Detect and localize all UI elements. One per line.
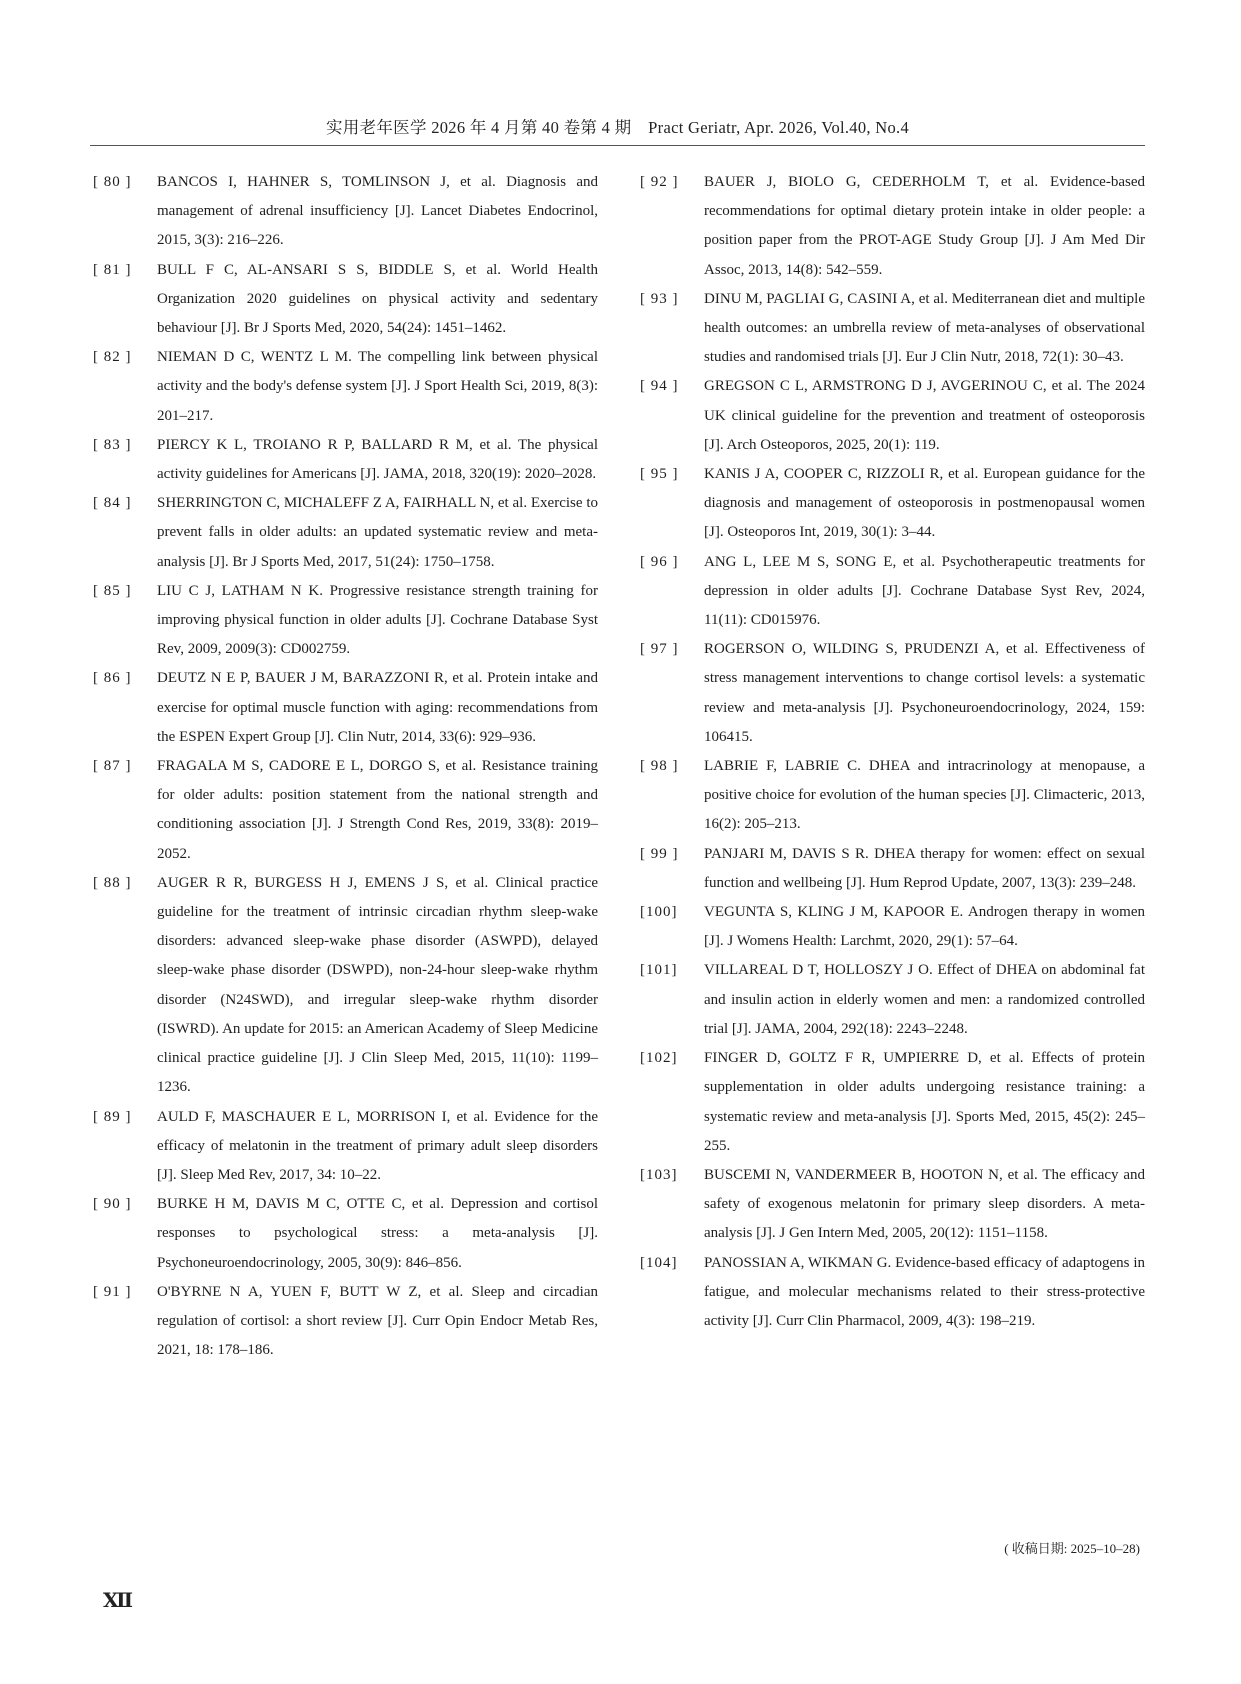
- reference-number: [ 83 ]: [93, 436, 132, 453]
- reference-number: [ 80 ]: [93, 174, 132, 190]
- reference-text: ROGERSON O, WILDING S, PRUDENZI A, et al. Effectiveness of stress management interventions to change cortisol levels: a systematic review and meta-analysis [J]. Psychoneuroendocrinology, 2024, 159: 106415.: [704, 641, 1145, 745]
- reference-text: FRAGALA M S, CADORE E L, DORGO S, et al. Resistance training for older adults: position statement from the national strength and conditioning association [J]. J Strength Cond Res, 2019, 33(8): 2019–2052.: [157, 758, 598, 862]
- reference-entry: [640, 752, 1145, 840]
- reference-text: VILLAREAL D T, HOLLOSZY J O. Effect of DHEA on abdominal fat and insulin action in elderly women and men: a randomized controlled trial [J]. JAMA, 2004, 292(18): 2243–2248.: [704, 962, 1145, 1037]
- reference-number: [103]: [640, 1166, 678, 1183]
- reference-number: [102]: [640, 1050, 678, 1067]
- reference-number: [ 82 ]: [93, 349, 132, 366]
- reference-text: GREGSON C L, ARMSTRONG D J, AVGERINOU C, et al. The 2024 UK clinical guideline for the prevention and treatment of osteoporosis [J]. Arch Osteoporos, 2025, 20(1): 119.: [704, 378, 1145, 453]
- reference-text: BULL F C, AL-ANSARI S S, BIDDLE S, et al. World Health Organization 2020 guidelines on physical activity and sedentary behaviour [J]. Br J Sports Med, 2020, 54(24): 1451–1462.: [157, 261, 598, 337]
- reference-number: [101]: [640, 962, 678, 979]
- reference-entry: [640, 635, 1145, 752]
- reference-entry: [93, 489, 598, 577]
- reference-entry: [640, 372, 1145, 460]
- reference-number: [ 97 ]: [640, 641, 679, 658]
- reference-entry: [93, 1190, 598, 1278]
- reference-number: [ 95 ]: [640, 466, 679, 483]
- reference-text: AUGER R R, BURGESS H J, EMENS J S, et al. Clinical practice guideline for the treatment of intrinsic circadian rhythm sleep-wake disorders: advanced sleep-wake phase disorder (ASWPD), delayed sleep-wake phase disorder (DSWPD), non-24-hour sleep-wake rhythm disorder (N24SWD), and irregular sleep-wake rhythm disorder (ISWRD). An update for 2015: an American Academy of Sleep Medicine clinical practice guideline [J]. J Clin Sleep Med, 2015, 11(10): 1199–1236.: [157, 874, 598, 1096]
- reference-text: FINGER D, GOLTZ F R, UMPIERRE D, et al. Effects of protein supplementation in older adults undergoing resistance training: a systematic review and meta-analysis [J]. Sports Med, 2015, 45(2): 245–255.: [704, 1050, 1145, 1154]
- reference-number: [ 99 ]: [640, 845, 679, 862]
- reference-number: [ 88 ]: [93, 874, 132, 891]
- reference-text: AULD F, MASCHAUER E L, MORRISON I, et al. Evidence for the efficacy of melatonin in the treatment of primary adult sleep disorders [J]. Sleep Med Rev, 2017, 34: 10–22.: [157, 1108, 598, 1183]
- reference-entry: [640, 1161, 1145, 1249]
- references-right-column: [640, 168, 1145, 1336]
- references-left-column: [93, 168, 598, 1365]
- reference-text: NIEMAN D C, WENTZ L M. The compelling link between physical activity and the body's defense system [J]. J Sport Health Sci, 2019, 8(3): 201–217.: [157, 349, 598, 424]
- reference-number: [ 84 ]: [93, 495, 132, 512]
- reference-entry: [640, 840, 1145, 898]
- reference-text: ANG L, LEE M S, SONG E, et al. Psychotherapeutic treatments for depression in older adults [J]. Cochrane Database Syst Rev, 2024, 11(11): CD015976.: [704, 553, 1145, 629]
- reference-text: BUSCEMI N, VANDERMEER B, HOOTON N, et al. The efficacy and safety of exogenous melatonin for primary sleep disorders. A meta-analysis [J]. J Gen Intern Med, 2005, 20(12): 1151–1158.: [704, 1166, 1145, 1242]
- reference-text: PANOSSIAN A, WIKMAN G. Evidence-based efficacy of adaptogens in fatigue, and molecular mechanisms related to their stress-protective activity [J]. Curr Clin Pharmacol, 2009, 4(3): 198–219.: [704, 1254, 1145, 1329]
- reference-entry: [93, 256, 598, 344]
- reference-entry: [640, 168, 1145, 285]
- reference-entry: [93, 1103, 598, 1191]
- reference-text: DEUTZ N E P, BAUER J M, BARAZZONI R, et al. Protein intake and exercise for optimal muscle function with aging: recommendations from the ESPEN Expert Group [J]. Clin Nutr, 2014, 33(6): 929–936.: [157, 670, 598, 745]
- reference-number: [ 90 ]: [93, 1196, 132, 1213]
- running-header: 实用老年医学 2026 年 4 月第 40 卷第 4 期 Pract Geriatr, Apr. 2026, Vol.40, No.4: [325, 118, 910, 137]
- reference-entry: [93, 664, 598, 752]
- reference-entry: [640, 285, 1145, 373]
- reference-text: VEGUNTA S, KLING J M, KAPOOR E. Androgen therapy in women [J]. J Womens Health: Larchmt, 2020, 29(1): 57–64.: [704, 904, 1145, 950]
- reference-number: [ 86 ]: [93, 670, 132, 687]
- page-number: Ⅻ: [103, 1590, 133, 1612]
- reference-number: [ 98 ]: [640, 758, 679, 775]
- reference-text: O'BYRNE N A, YUEN F, BUTT W Z, et al. Sleep and circadian regulation of cortisol: a short review [J]. Curr Opin Endocr Metab Res, 2021, 18: 178–186.: [157, 1283, 598, 1359]
- reference-entry: [640, 548, 1145, 636]
- reference-text: BANCOS I, HAHNER S, TOMLINSON J, et al. Diagnosis and management of adrenal insufficiency [J]. Lancet Diabetes Endocrinol, 2015, 3(3): 216–226.: [157, 174, 598, 249]
- header-rule: [90, 145, 1145, 146]
- reference-entry: [640, 460, 1145, 548]
- reference-number: [ 93 ]: [640, 290, 679, 307]
- reference-number: [ 92 ]: [640, 174, 679, 190]
- reference-entry: [640, 898, 1145, 956]
- reference-text: PANJARI M, DAVIS S R. DHEA therapy for women: effect on sexual function and wellbeing [J]. Hum Reprod Update, 2007, 13(3): 239–248.: [704, 845, 1145, 891]
- reference-text: PIERCY K L, TROIANO R P, BALLARD R M, et al. The physical activity guidelines for Americans [J]. JAMA, 2018, 320(19): 2020–2028.: [157, 436, 598, 483]
- reference-number: [104]: [640, 1254, 678, 1271]
- reference-text: LABRIE F, LABRIE C. DHEA and intracrinology at menopause, a positive choice for evolution of the human species [J]. Climacteric, 2013, 16(2): 205–213.: [704, 758, 1145, 833]
- reference-number: [ 85 ]: [93, 582, 132, 599]
- reference-text: BURKE H M, DAVIS M C, OTTE C, et al. Depression and cortisol responses to psychological stress: a meta-analysis [J]. Psychoneuroendocrinology, 2005, 30(9): 846–856.: [157, 1196, 598, 1271]
- reference-number: [ 91 ]: [93, 1283, 132, 1300]
- reference-entry: [93, 343, 598, 431]
- reference-text: KANIS J A, COOPER C, RIZZOLI R, et al. European guidance for the diagnosis and management of osteoporosis in postmenopausal women [J]. Osteoporos Int, 2019, 30(1): 3–44.: [704, 466, 1145, 541]
- reference-entry: [93, 577, 598, 665]
- reference-text: SHERRINGTON C, MICHALEFF Z A, FAIRHALL N, et al. Exercise to prevent falls in older adults: an updated systematic review and meta-analysis [J]. Br J Sports Med, 2017, 51(24): 1750–1758.: [157, 495, 598, 570]
- reference-text: LIU C J, LATHAM N K. Progressive resistance strength training for improving physical function in older adults [J]. Cochrane Database Syst Rev, 2009, 2009(3): CD002759.: [157, 582, 598, 658]
- reference-entry: [93, 431, 598, 489]
- reference-number: [ 89 ]: [93, 1108, 132, 1125]
- reference-number: [ 96 ]: [640, 553, 679, 570]
- received-date: ( 收稿日期: 2025–10–28): [1004, 1541, 1140, 1556]
- reference-number: [ 87 ]: [93, 758, 132, 775]
- reference-entry: [93, 1278, 598, 1366]
- reference-entry: [640, 1044, 1145, 1161]
- reference-entry: [93, 752, 598, 869]
- reference-entry: [93, 168, 598, 256]
- reference-entry: [640, 956, 1145, 1044]
- reference-entry: [640, 1249, 1145, 1337]
- reference-text: BAUER J, BIOLO G, CEDERHOLM T, et al. Evidence-based recommendations for optimal dietary protein intake in older people: a position paper from the PROT-AGE Study Group [J]. J Am Med Dir Assoc, 2013, 14(8): 542–559.: [704, 174, 1145, 278]
- reference-number: [100]: [640, 904, 678, 921]
- reference-entry: [93, 869, 598, 1103]
- reference-number: [ 81 ]: [93, 261, 132, 278]
- reference-text: DINU M, PAGLIAI G, CASINI A, et al. Mediterranean diet and multiple health outcomes: an umbrella review of meta-analyses of observational studies and randomised trials [J]. Eur J Clin Nutr, 2018, 72(1): 30–43.: [704, 290, 1145, 366]
- reference-number: [ 94 ]: [640, 378, 679, 395]
